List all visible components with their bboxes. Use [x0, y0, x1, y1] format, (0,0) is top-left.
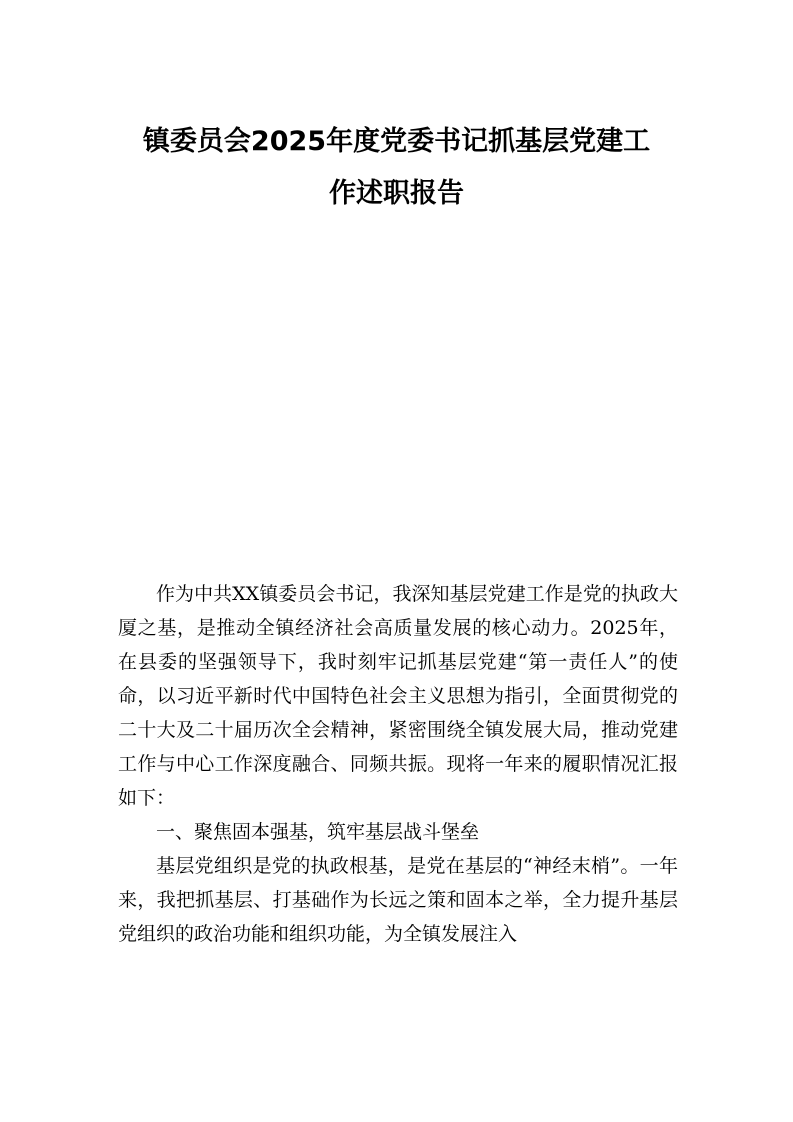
paragraph-intro: 作为中共XX镇委员会书记，我深知基层党建工作是党的执政大厦之基，是推动全镇经济社会高质量发展的核心动力。2025年，在县委的坚强领导下，我时刻牢记抓基层党建“第一责任人”的使命，以习近平新时代中国特色社会主义思想为指引，全面贯彻党的二十大及二十届历次全会精神，紧密围绕全镇发展大局，推动党建工作与中心工作深度融合、同频共振。现将一年来的履职情况汇报如下：: [118, 583, 678, 809]
document-body: [118, 577, 678, 951]
section-heading-1: 一、聚焦固本强基，筑牢基层战斗堡垒: [156, 821, 480, 843]
paragraph-section-1: 基层党组织是党的执政根基，是党在基层的“神经末梢”。一年来，我把抓基层、打基础作为长远之策和固本之举，全力提升基层党组织的政治功能和组织功能，为全镇发展注入: [118, 855, 678, 945]
document-title-line-2: 作述职报告: [329, 178, 464, 209]
document-title-line-1: 镇委员会2025年度党委书记抓基层党建工: [142, 126, 651, 157]
